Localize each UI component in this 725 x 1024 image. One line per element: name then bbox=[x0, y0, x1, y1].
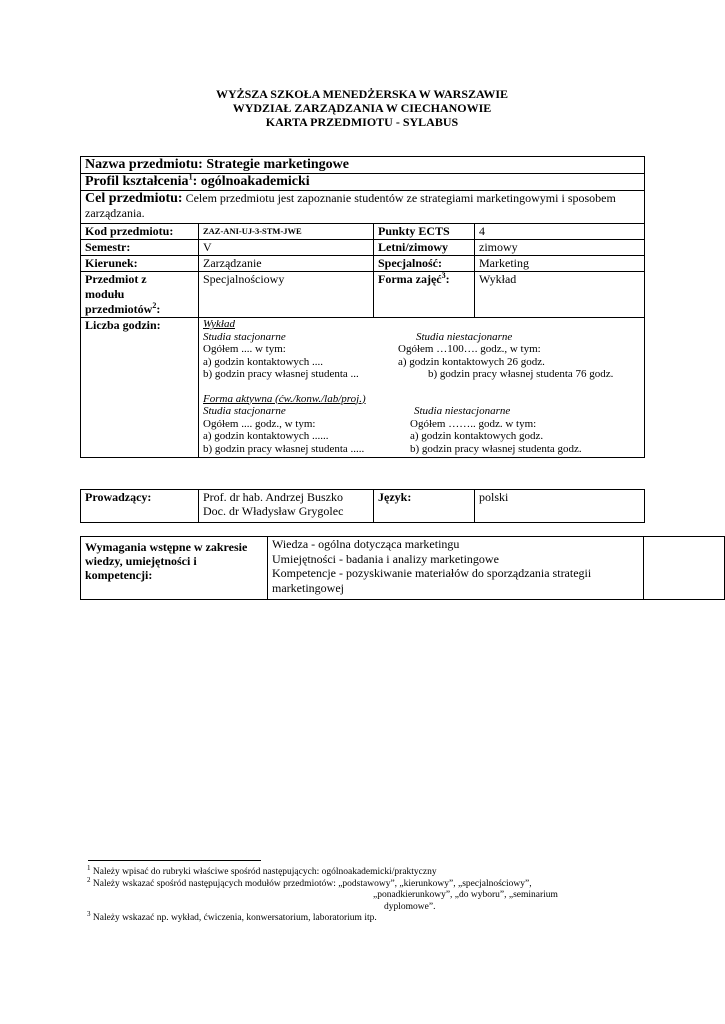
lecturer-label: Prowadzący: bbox=[81, 490, 199, 523]
course-name-row bbox=[81, 157, 645, 174]
module-value: Specjalnościowy bbox=[199, 272, 374, 318]
module-label-line3: przedmiotów bbox=[85, 302, 153, 316]
requirement-skills: Umiejętności - badania i analizy marketingowe bbox=[272, 551, 499, 566]
requirements-empty-cell bbox=[644, 537, 725, 600]
lecturers-cell bbox=[199, 490, 374, 523]
active-niestac-label: Studia niestacjonarne bbox=[414, 405, 511, 417]
profile-row: Profil kształcenia$^1$: ogólnoakademicki bbox=[81, 174, 645, 191]
requirement-competences: Kompetencje - pozyskiwanie materiałów do sporządzania strategii marketingowej bbox=[272, 566, 592, 595]
profile-value: ogólnoakademicki bbox=[200, 174, 310, 189]
form-footnote-ref: 3 bbox=[441, 271, 446, 280]
lecture-total-stac: Ogółem .... w tym: bbox=[203, 343, 286, 355]
language-value: polski bbox=[475, 490, 645, 523]
course-name-label: Nazwa przedmiotu: bbox=[85, 157, 203, 172]
footnote-3: $^3$ Należy wskazać np. wykład, ćwiczenia, konwersatorium, laboratorium itp. bbox=[87, 909, 377, 923]
footnotes bbox=[87, 863, 627, 925]
module-label: Przedmiot z modułu przedmiotów$^2$: bbox=[81, 272, 199, 318]
hours-label: Liczba godzin: bbox=[81, 318, 199, 458]
requirement-knowledge: Wiedza - ogólna dotycząca marketingu bbox=[272, 537, 460, 551]
requirements-table bbox=[80, 536, 725, 600]
lecture-self-niestac: b) godzin pracy własnej studenta 76 godz. bbox=[428, 368, 614, 380]
season-value: zimowy bbox=[475, 240, 645, 256]
goal-label: Cel przedmiotu: bbox=[85, 191, 183, 206]
lecture-title: Wykład bbox=[203, 318, 235, 330]
module-footnote-ref: 2 bbox=[152, 301, 157, 310]
footnote-1: $^1$ Należy wpisać do rubryki właściwe spośród następujących: ogólnoakademicki/praktyczny bbox=[87, 863, 437, 877]
footnote-separator bbox=[88, 860, 261, 861]
ects-value: 4 bbox=[475, 224, 645, 240]
goal-row bbox=[81, 191, 645, 224]
lecture-self-stac: b) godzin pracy własnej studenta ... bbox=[203, 368, 359, 380]
lecture-contact-stac: a) godzin kontaktowych .... bbox=[203, 355, 324, 368]
requirements-content bbox=[268, 537, 644, 600]
module-label-line1: Przedmiot z bbox=[85, 272, 147, 286]
module-label-line2: modułu bbox=[85, 287, 125, 301]
lecture-niestac-label: Studia niestacjonarne bbox=[416, 330, 513, 343]
code-value: ZAZ-ANI-UJ-3-STM-JWE bbox=[199, 224, 374, 240]
specialty-value: Marketing bbox=[475, 256, 645, 272]
requirements-label: Wymagania wstępne w zakresie wiedzy, umiejętności i kompetencji: bbox=[81, 537, 268, 600]
lecturer-1: Prof. dr hab. Andrzej Buszko bbox=[203, 490, 343, 504]
hours-details bbox=[199, 318, 645, 458]
form-value: Wykład bbox=[475, 272, 645, 318]
active-total-niestac: Ogółem …….. godz. w tym: bbox=[410, 417, 537, 430]
direction-value: Zarządzanie bbox=[199, 256, 374, 272]
ects-label: Punkty ECTS bbox=[374, 224, 475, 240]
document-title: KARTA PRZEDMIOTU - SYLABUS bbox=[265, 115, 459, 129]
active-contact-stac: a) godzin kontaktowych ...... bbox=[203, 430, 329, 442]
active-contact-niestac: a) godzin kontaktowych godz. bbox=[410, 430, 544, 442]
active-self-niestac: b) godzin pracy własnej studenta godz. bbox=[410, 442, 582, 455]
semester-value: V bbox=[199, 240, 374, 256]
document-header bbox=[80, 87, 644, 129]
course-name-value: Strategie marketingowe bbox=[206, 157, 349, 172]
lecturer-2: Doc. dr Władysław Grygolec bbox=[203, 504, 344, 518]
form-label-text: Forma zajęć bbox=[378, 272, 442, 286]
semester-label: Semestr: bbox=[81, 240, 199, 256]
code-label: Kod przedmiotu: bbox=[81, 224, 199, 240]
language-label: Język: bbox=[374, 490, 475, 523]
active-stac-label: Studia stacjonarne bbox=[203, 405, 286, 417]
goal-value: Celem przedmiotu jest zapoznanie studentów ze strategiami marketingowymi i sposobem zarządzania. bbox=[85, 191, 616, 220]
profile-label: Profil kształcenia bbox=[85, 174, 189, 189]
footnote-2-cont-2: dyplomowe”. bbox=[384, 901, 436, 912]
staff-table bbox=[80, 489, 645, 523]
active-total-stac: Ogółem .... godz., w tym: bbox=[203, 417, 316, 430]
specialty-label: Specjalność: bbox=[374, 256, 475, 272]
footnote-2: $^2$ Należy wskazać spośród następujących modułów przedmiotów: „podstawowy”, „kierunkowy”, „specjalnościowy”, bbox=[87, 875, 532, 889]
lecture-stac-label: Studia stacjonarne bbox=[203, 330, 286, 343]
lecture-contact-niestac: a) godzin kontaktowych 26 godz. bbox=[398, 355, 545, 368]
faculty-name: WYDZIAŁ ZARZĄDZANIA W CIECHANOWIE bbox=[232, 101, 492, 115]
school-name: WYŻSZA SZKOŁA MENEDŻERSKA W WARSZAWIE bbox=[215, 87, 509, 101]
profile-footnote-ref: 1 bbox=[188, 172, 193, 182]
active-self-stac: b) godzin pracy własnej studenta ..... bbox=[203, 442, 365, 455]
active-title: Forma aktywna (ćw./konw./lab/proj.) bbox=[203, 392, 366, 405]
footnote-2-cont-1: „ponadkierunkowy”, „do wyboru”, „seminarium bbox=[373, 890, 558, 900]
course-table bbox=[80, 156, 645, 458]
form-label: Forma zajęć$^3$: bbox=[374, 272, 475, 318]
lecture-total-niestac: Ogółem …100…. godz., w tym: bbox=[398, 343, 541, 355]
season-label: Letni/zimowy bbox=[374, 240, 475, 256]
direction-label: Kierunek: bbox=[81, 256, 199, 272]
